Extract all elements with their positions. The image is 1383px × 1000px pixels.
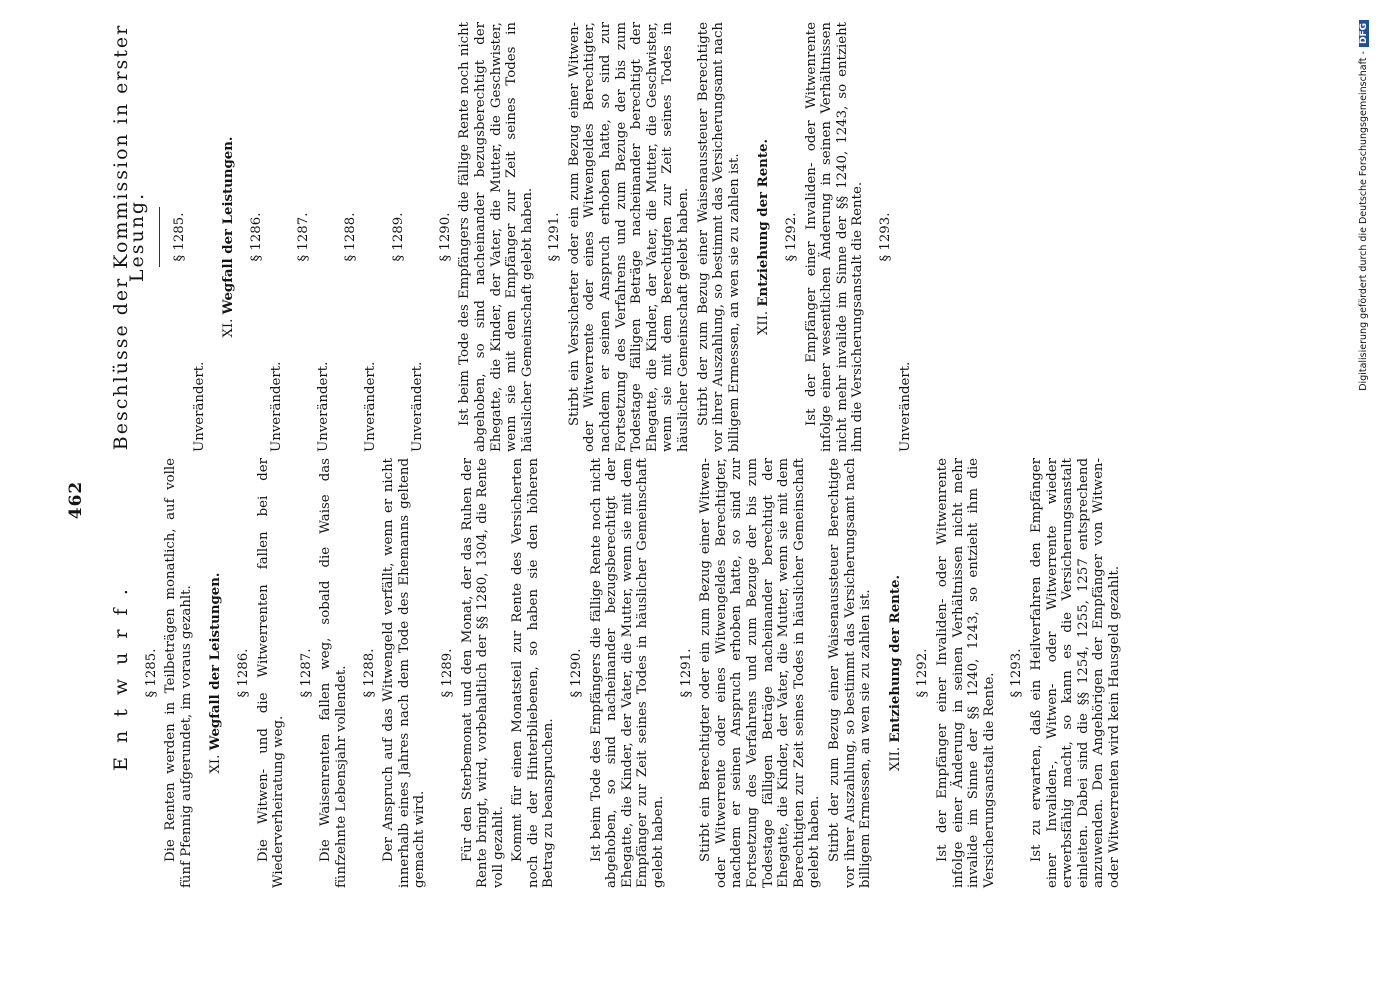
chapter-number: XII. xyxy=(756,310,772,336)
digitization-footer xyxy=(1358,20,1369,980)
section-number: § 1287. xyxy=(296,212,312,262)
chapter-title xyxy=(221,22,237,452)
section-number: § 1290. xyxy=(569,648,585,698)
unchanged-note: Unverändert. xyxy=(410,361,426,452)
unchanged-note: Unverändert. xyxy=(268,361,284,452)
section-number: § 1290. xyxy=(437,212,453,262)
separator-rule xyxy=(159,207,160,267)
unchanged-note: Unverändert. xyxy=(897,361,913,452)
chapter-heading: Wegfall der Leistungen. xyxy=(208,572,224,751)
section-number: § 1291. xyxy=(678,648,694,698)
section-number: § 1285. xyxy=(143,648,159,698)
unchanged-note: Unverändert. xyxy=(191,361,207,452)
paragraph: Die Witwen- und die Witwerrenten fallen bei der Wiederverheiratung weg. xyxy=(255,458,287,888)
section-number: § 1289. xyxy=(390,212,406,262)
chapter-number: XI. xyxy=(208,754,224,774)
paragraph: Stirbt ein Versicherter oder ein zum Bezug einer Witwen- oder Witwerrente oder eines Witwengeldes Berechtigter, nachdem er seinen Anspruch erhoben hatte, so sind zur Fortsetzung des Verfahrens und zum Bezuge der bis zum Todestage fälligen Beträge nacheinander berechtigt der Ehegatte, die Kinder, der Vater, die Mutter, die Geschwister, wenn sie mit dem Berechtigten zur Zeit seines Todes in häuslicher Gemeinschaft gelebt haben. xyxy=(566,22,692,452)
chapter-title xyxy=(208,458,224,888)
paragraph: Die Waisenrenten fallen weg, sobald die Waise das fünfzehnte Lebensjahr vollendet. xyxy=(318,458,349,888)
paragraph: Kommt für einen Monatsteil zur Rente des Versicherten noch die der Hinterbliebenen, so haben sie den höheren Betrag zu beanspruchen. xyxy=(510,458,557,888)
paragraph: Ist zu erwarten, daß ein Heilverfahren den Empfänger einer Invaliden-, Witwen- oder Witwerrente wieder erwerbsfähig macht, so kann es die Versicherungsanstalt einleiten. Dabei sind die §§ 1254, 1255, 1257 entsprechend anzuwenden. Den Angehörigen der Empfänger von Witwen- oder Witwerrenten wird kein Hausgeld gezahlt. xyxy=(1028,458,1122,888)
section-number: § 1291. xyxy=(547,212,563,262)
section-number: § 1293. xyxy=(877,212,893,262)
paragraph: Stirbt der zum Bezug einer Waisenaussteuer Berechtigte vor ihrer Auszahlung, so bestimmt das Versicherungsamt nach billigem Ermessen, an wen sie zu zahlen ist. xyxy=(826,458,874,888)
column-heading-kommission: Beschlüsse der Kommission in erster Lesung. xyxy=(110,23,148,451)
section-number: § 1288. xyxy=(361,648,377,698)
dfg-logo-badge: DFG xyxy=(1359,20,1369,47)
chapter-heading: Wegfall der Leistungen. xyxy=(221,136,237,315)
section-number: § 1292. xyxy=(784,212,799,262)
chapter-heading: Entziehung der Rente. xyxy=(887,574,903,743)
footer-text: Digitalisierung gefördert durch die Deutsche Forschungsgemeinschaft - xyxy=(1358,51,1369,391)
section-number: § 1293. xyxy=(1009,648,1025,698)
paragraph: Für den Sterbemonat und den Monat, der das Ruhen der Rente bringt, wird, vorbehaltlich der §§ 1280, 1304, die Rente voll gezahlt. xyxy=(459,458,506,888)
column-heading-entwurf: Entwurf. xyxy=(110,575,132,771)
paragraph: Ist der Empfänger einer Invaliden- oder Witwenrente infolge einer wesentlichen Änderung in seinen Verhältnissen nicht mehr invalide im Sinne der §§ 1240, 1243, so entzieht ihm die Versicherungsanstalt die Rente. xyxy=(803,22,866,452)
section-number: § 1285. xyxy=(172,212,188,262)
paragraph: Stirbt der zum Bezug einer Waisenaussteuer Berechtigte vor ihrer Auszahlung, so bestimmt das Versicherungsamt nach billigem Ermessen, an wen sie zu zahlen ist. xyxy=(695,22,742,452)
paragraph: Die Renten werden in Teilbeträgen monatlich, auf volle fünf Pfennig aufgerundet, im voraus gezahlt. xyxy=(163,458,194,888)
section-number: § 1289. xyxy=(439,648,455,698)
section-number: § 1287. xyxy=(298,648,314,698)
section-number: § 1286. xyxy=(235,648,251,698)
paragraph: Stirbt ein Berechtigter oder ein zum Bezug einer Witwen- oder Witwerrente oder eines Witwengeldes Berechtigter, nachdem er seinen Anspruch erhoben hatte, so sind zur Fortsetzung des Verfahrens und zum Bezuge der bis zum Todestage fälligen Beträge nacheinander berechtigt der Ehegatte, die Kinder, der Vater, die Mutter, wenn sie mit dem Berechtigten zur Zeit seines Todes in häuslicher Gemeinschaft gelebt haben. xyxy=(698,458,823,888)
unchanged-note: Unverändert. xyxy=(315,361,331,452)
unchanged-note: Unverändert. xyxy=(362,361,378,452)
paragraph: Ist der Empfänger einer Invaliden- oder Witwenrente infolge einer Änderung in seinen Verhältnissen nicht mehr invalide im Sinne der §§ 1240, 1243, so entzieht ihm die Versicherungsanstalt die Rente. xyxy=(934,458,997,888)
section-number: § 1286. xyxy=(248,212,264,262)
paragraph: Ist beim Tode des Empfängers die fällige Rente noch nicht abgehoben, so sind nacheinander bezugsberechtigt der Ehegatte, die Kinder, der Vater, die Mutter, wenn sie mit dem Empfänger zur Zeit seines Todes in häuslicher Gemeinschaft gelebt haben. xyxy=(588,458,667,888)
chapter-title xyxy=(756,22,772,452)
column-kommission xyxy=(108,22,913,452)
chapter-number: XI. xyxy=(221,318,237,338)
chapter-title xyxy=(888,458,904,888)
section-number: § 1288. xyxy=(343,212,359,262)
page-number: 462 xyxy=(66,480,86,520)
paragraph: Der Anspruch auf das Witwengeld verfällt, wenn er nicht innerhalb eines Jahres nach dem Tode des Ehemanns geltend gemacht wird. xyxy=(381,458,428,888)
chapter-number: XII. xyxy=(887,746,903,772)
column-entwurf xyxy=(108,458,1126,888)
paragraph: Ist beim Tode des Empfängers die fällige Rente noch nicht abgehoben, so sind nacheinander bezugsberechtigt der Ehegatte, die Kinder, der Vater, die Mutter, die Geschwister, wenn sie mit dem Empfänger zur Zeit seines Todes in häuslicher Gemeinschaft gelebt haben. xyxy=(457,22,535,452)
chapter-heading: Entziehung der Rente. xyxy=(756,138,772,307)
section-number: § 1292. xyxy=(915,648,931,698)
